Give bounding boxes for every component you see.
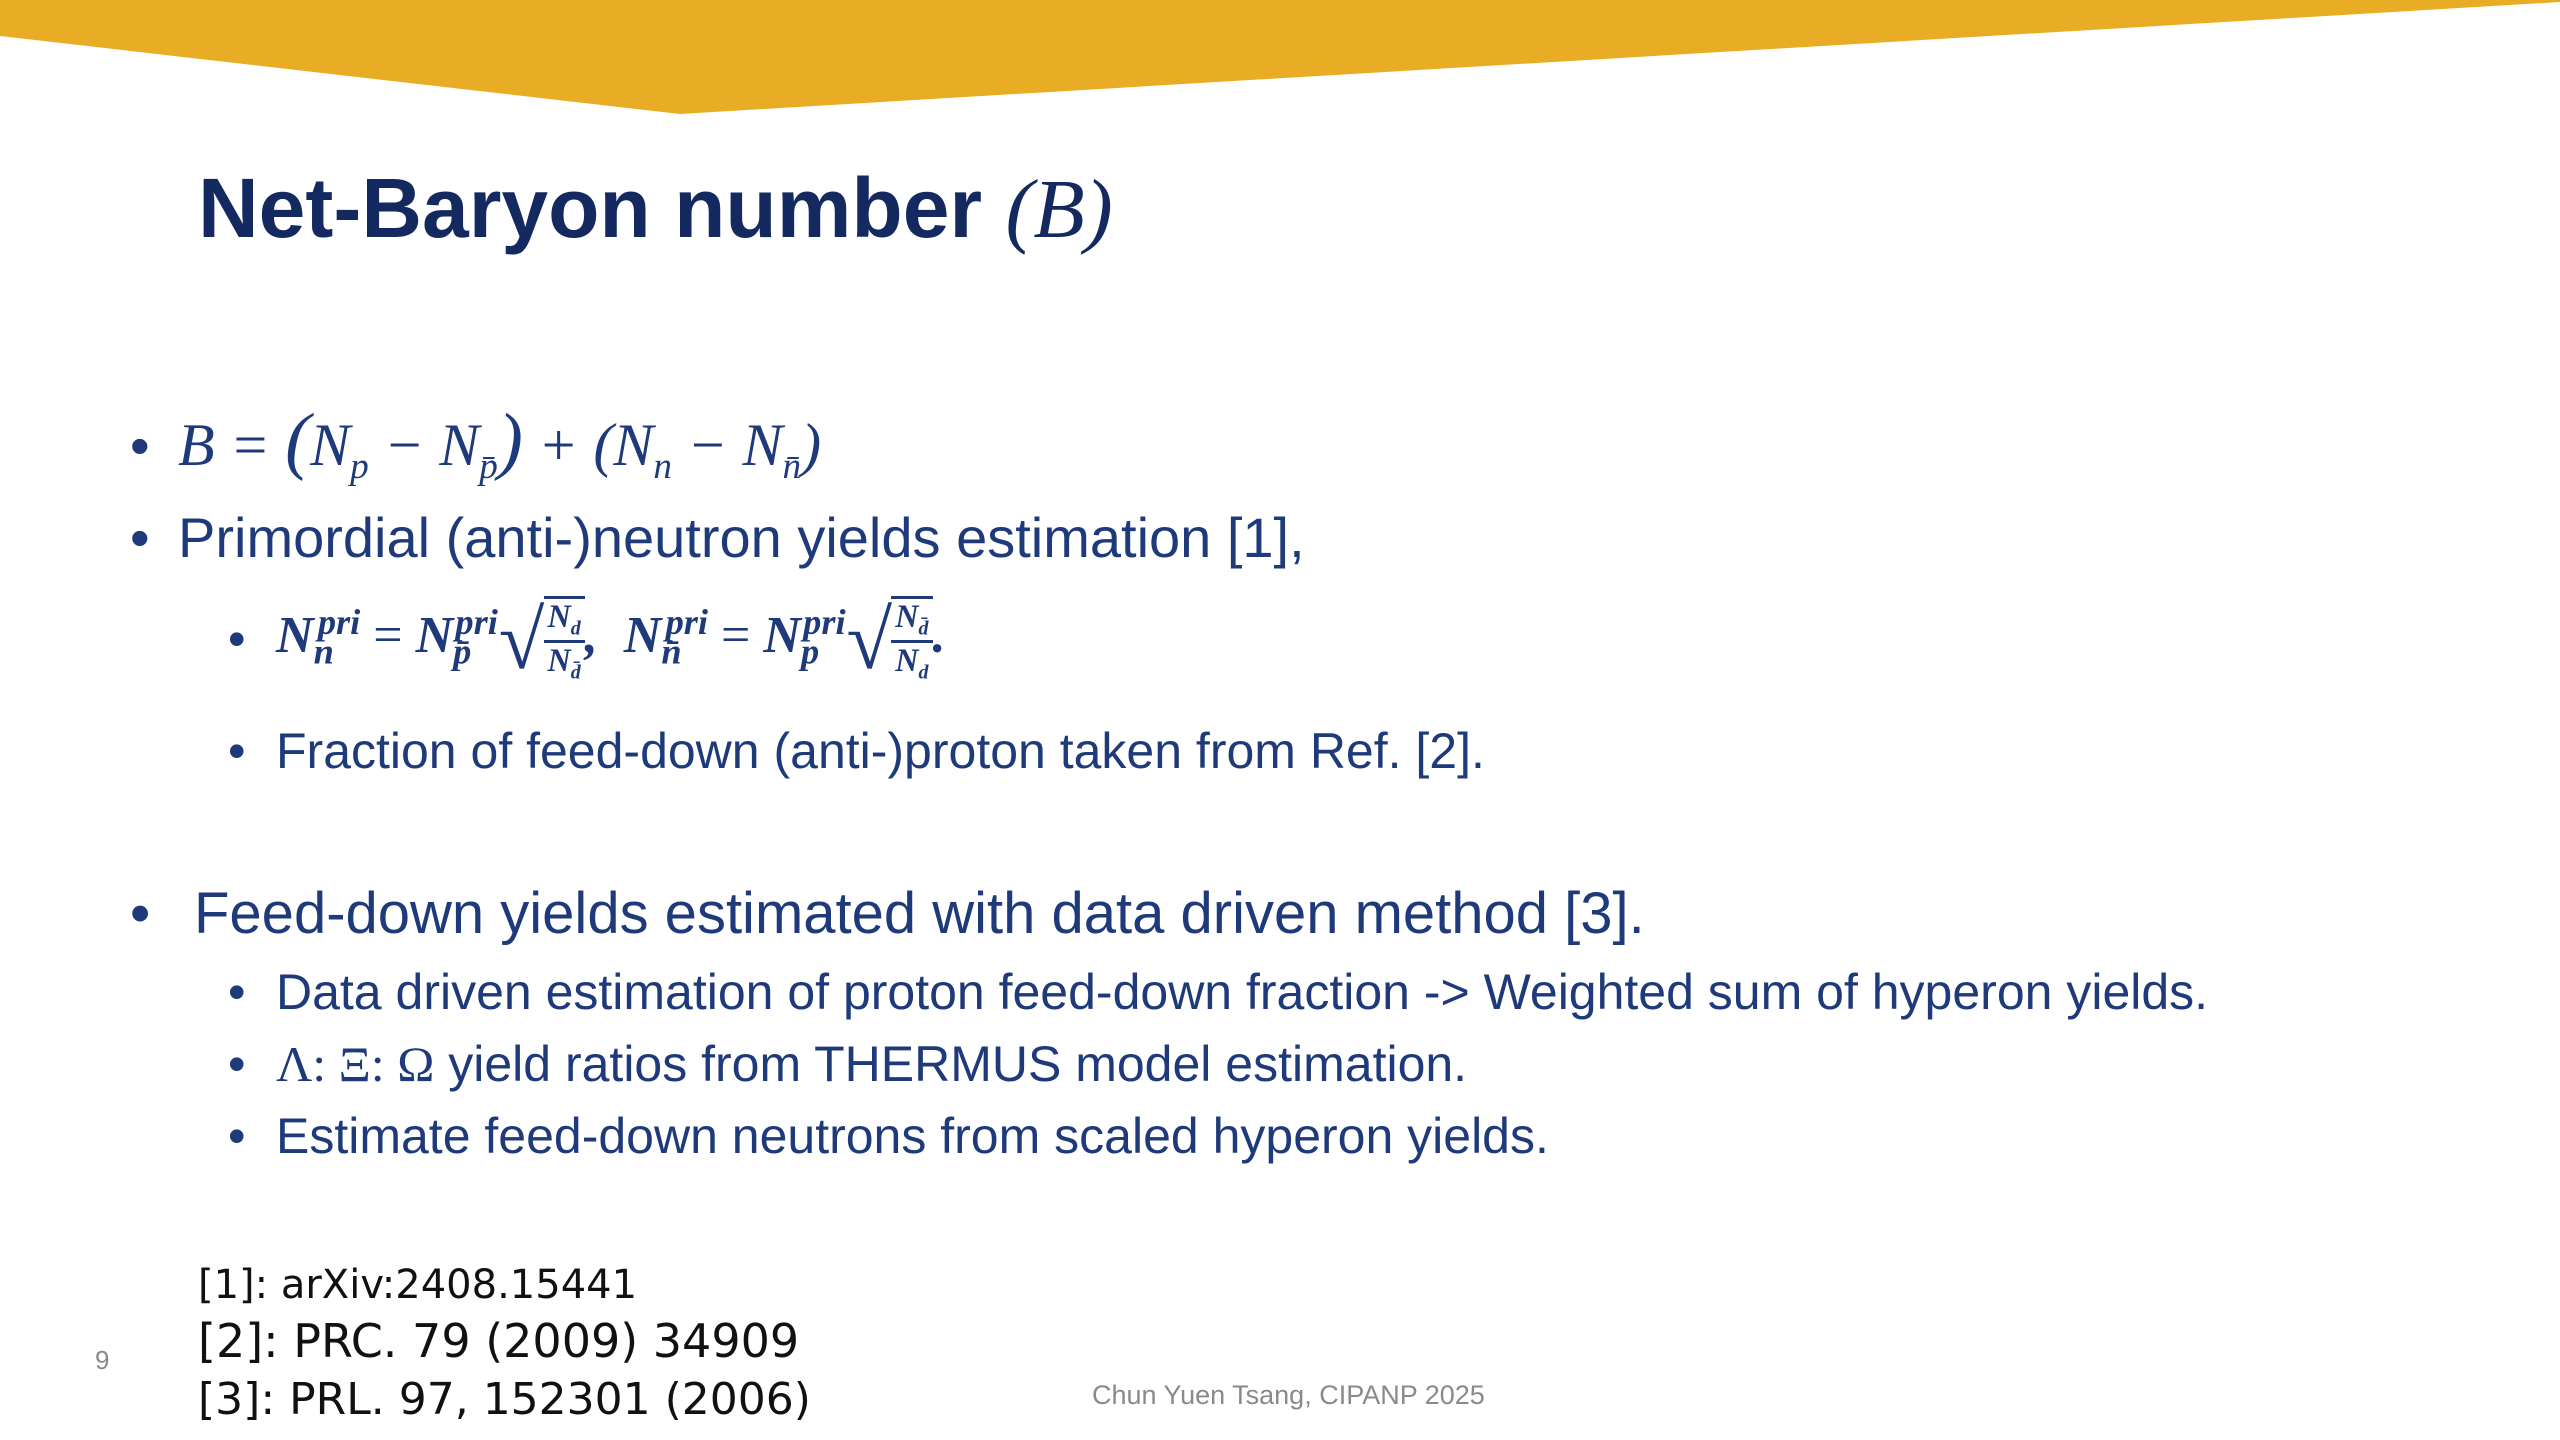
formula-neutron: $N_n^{pri} = N_{p̄}^{pri}√$ $\frac{N_d}{N_{d̄}}$ , $N_{n̄}^{pri} = N_p^{pri}√$ $\frac{N_{d̄}}{N_d}$ . [276,594,946,686]
bullet-net-baryon-formula [130,398,821,488]
bullet-feed-down-text: Feed-down yields estimated with data driven method [3]. [194,881,1645,946]
page-number: 9 [95,1345,110,1375]
bullet-dot: • [130,881,151,946]
bullet-dot: • [228,964,246,1020]
slide-title [198,160,1113,258]
reference-3: [3]: PRL. 97, 152301 (2006) [198,1374,811,1425]
sub-bullet-feed-down-fraction [228,722,1485,780]
sub-bullet-ratios-math: Λ: Ξ: Ω [276,1036,435,1092]
bullet-dot: • [130,506,150,569]
bullet-primordial-text: Primordial (anti-)neutron yields estimation [1], [178,506,1305,569]
bullet-feed-down [130,880,1645,947]
reference-1: [1]: arXiv:2408.15441 [198,1262,638,1308]
title-text: Net-Baryon number [198,161,1006,255]
sub-bullet-neutrons-text: Estimate feed-down neutrons from scaled hyperon yields. [276,1108,1549,1164]
bullet-dot: • [228,1108,246,1164]
bullet-primordial [130,505,1305,570]
bullet-dot: • [228,610,246,667]
bullet-dot: • [228,723,246,779]
sub-bullet-ratios-text: yield ratios from THERMUS model estimation. [434,1036,1468,1092]
footer-author: Chun Yuen Tsang, CIPANP 2025 [1092,1380,1485,1410]
bullet-dot: • [130,414,150,477]
sub-bullet-feed-down-fraction-text: Fraction of feed-down (anti-)proton taken from Ref. [2]. [276,723,1485,779]
reference-2: [2]: PRC. 79 (2009) 34909 [198,1314,800,1368]
sub-bullet-neutron-formula [228,592,946,688]
sub-bullet-neutrons [228,1107,1549,1165]
sub-bullet-ratios [228,1035,1467,1093]
sub-bullet-data-driven [228,963,2208,1021]
banner-shape [0,0,2560,114]
bullet-dot: • [228,1036,246,1092]
top-banner [0,0,2560,120]
formula-b: $B = (N_p - N_{p̄}) + (N_n - N_{n̄})$ [178,399,822,487]
title-math: (B) [1005,163,1113,256]
sub-bullet-data-driven-text: Data driven estimation of proton feed-down fraction -> Weighted sum of hyperon yields. [276,964,2209,1020]
